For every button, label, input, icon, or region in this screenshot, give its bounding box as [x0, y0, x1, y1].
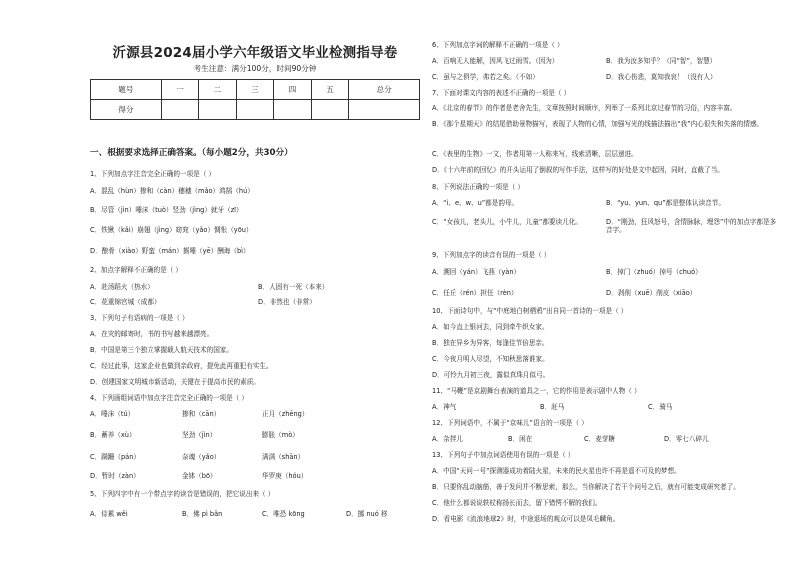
option-c: C．任丘（rén）担任（rèn）: [432, 289, 518, 297]
option-c: C．骑马: [648, 403, 673, 411]
option-c: C．《表里的生物》一文，作者用第一人称来写，线索清晰，层层递进。: [432, 150, 638, 158]
option-b: B．独在异乡为异客，每逢佳节倍思亲。: [432, 339, 549, 347]
question-12: 12、下列词语中，不属于“京味儿”语言的一项是（ ）: [432, 419, 588, 427]
score-cell: [236, 100, 274, 120]
option-a: A．如今直上银河去，同到牵牛织女家。: [432, 323, 549, 331]
score-cell: [161, 100, 199, 120]
score-cell: [199, 100, 237, 120]
option-b: B．中国是第三个独立掌握载人航天技术的国家。: [90, 346, 233, 354]
option-a: A．溯回（yán）飞燕（yàn）: [432, 268, 521, 276]
score-cell: [274, 100, 312, 120]
question-6: 6、下列加点字词的解释不正确的一项是（ ）: [432, 41, 564, 49]
option-c: C．花重锦官城（成都）: [90, 298, 161, 306]
option-d: D．我心伤悲，莫知我哀！（没有人）: [606, 73, 717, 81]
score-cell: 总分: [349, 80, 420, 100]
option-d: D．《十六年前的回忆》的开头运用了倒叙的写作手法，这样写的好处是文中起因，同时，直截了当。: [432, 166, 724, 174]
option-d: D．零七八碎儿: [664, 435, 709, 443]
option-d: D．创建国家文明城市新活动，关键在于提高市民的素质。: [90, 378, 260, 386]
score-cell: 二: [199, 80, 237, 100]
question-10: 10、下面诗句中，与“中庭地白树栖鸦”出自同一首诗的一项是（ ）: [432, 307, 628, 315]
option-a: A．混乱（hùn）掺和（càn）穗穗（mǎo）鸿鹄（hú）: [90, 187, 254, 195]
option-d: D．暂时（zàn）: [90, 472, 140, 480]
option-d: D．“刚劲，狂风怒号，含情脉脉，埋怨”中的加点字都是多音字。: [606, 218, 777, 234]
option-c: C．唯恐 kōng: [262, 510, 305, 518]
option-c: C．虽与之俱学，弗若之矣。（不如）: [432, 73, 539, 81]
option-a: A．侍累 wěi: [90, 510, 128, 518]
option-a: A．赴汤蹈火（热水）: [90, 283, 154, 291]
question-2: 2、加点字解释不正确的是（ ）: [90, 266, 183, 274]
score-table: [90, 79, 420, 120]
option-c-word: 满满（shān）: [262, 453, 305, 461]
score-cell: [349, 100, 420, 120]
question-11: 11、“马鞭”是京剧舞台表演的道具之一，它的作用是表示剧中人物（ ）: [432, 387, 641, 395]
option-b: B．掉门（zhuó）掉号（chuó）: [606, 268, 702, 276]
option-b: B．赶马: [540, 403, 565, 411]
score-cell: 五: [311, 80, 349, 100]
option-c-word: 奈魂（yǎo）: [182, 453, 221, 461]
option-a: A．“i、e、w、u”都是韵母。: [432, 199, 519, 207]
option-a: A．唾沫（tú）: [90, 410, 135, 418]
score-table-header-row: [91, 80, 420, 100]
option-c: C．铁锹（kǎi）崩翅（jìng）窈窕（yǎo）惆怅（yōu）: [90, 226, 253, 234]
option-a: A．杂拌儿: [432, 435, 463, 443]
option-c: C．“女孩儿，老头儿，小牛儿，儿童”都要读儿化。: [432, 218, 582, 226]
exam-notice: 考生注意：满分100分，时间90分钟: [193, 64, 317, 73]
score-cell: 题号: [91, 80, 162, 100]
option-d: D．酿骨（xiào）野蛮（mán）掳唾（yē）酬诲（bì）: [90, 247, 250, 255]
option-c: C．经过此事，这家企业也做到亲政府，提免此再重犯有实生。: [90, 362, 273, 370]
score-cell: 三: [236, 80, 274, 100]
score-cell: 得分: [91, 100, 162, 120]
option-a: A．中国“天问一号”探测器成功着陆火星，未来的民火星也许不再是遥不可及的梦想。: [432, 467, 681, 475]
option-d-word: 华罗庚（hóu）: [262, 472, 308, 480]
exam-title: 沂源县2024届小学六年级语文毕业检测指导卷: [112, 45, 398, 61]
option-b: B．人固有一死（本来）: [258, 283, 329, 291]
option-a: A．在灾的邮寄时，书的书写越来越漂亮。: [90, 330, 214, 338]
question-3: 3、下列句子有语病的一项是（ ）: [90, 314, 189, 322]
option-c: C．蹒跚（pán）: [90, 453, 140, 461]
option-b: B．佛 pì bǎn: [182, 510, 223, 518]
question-13: 13、下列句子中加点词语使用有误的一项是（ ）: [432, 451, 575, 459]
score-table-score-row: [91, 100, 420, 120]
option-b: B．“yu、yun、qu”都是整体认读音节。: [606, 199, 725, 207]
option-b: B．蓄养（xù）: [90, 431, 136, 439]
option-b: B．尽管（jìn）唾沫（tuò）竖劲（jìng）就牙（zī）: [90, 206, 243, 214]
option-b: B．我为汝多知乎？（同“智”，智慧）: [606, 57, 717, 65]
option-b: B．《那个星期天》的结尾借助景物描写，表现了人物的心情，加强写光的线描法描出“我”内心很失和失落的情感。: [432, 120, 764, 128]
score-cell: [311, 100, 349, 120]
option-c: C．今夜月明人尽望，不知秋思落谁家。: [432, 355, 549, 363]
score-cell: 四: [274, 80, 312, 100]
score-cell: 一: [161, 80, 199, 100]
option-d-word: 金钵（bō）: [182, 472, 217, 480]
option-a: A．百响无人能解，因风飞过雨雪。（因为）: [432, 57, 559, 65]
option-d: D．看电影《流浪地球2》时，中途退场的观众可以是凤毛麟角。: [432, 515, 620, 523]
option-d: D．挪 nuó 移: [346, 510, 388, 518]
question-5: 5、下列四字中有一个带点字的读音是错误的，把它说出来（ ）: [90, 490, 275, 498]
option-b: B．闲在: [508, 435, 533, 443]
option-a: A．《北京的春节》的作者是老舍先生，文章按照时间顺序，列举了一系列北京过春节的习俗，内容丰富。: [432, 104, 737, 112]
option-c: C．麦芽糖: [584, 435, 615, 443]
option-d: D．非然也（非常）: [258, 298, 316, 306]
question-1: 1、下列加点字注音完全正确的一项是（ ）: [90, 170, 215, 178]
option-b: B．只要你乱动脑筋，善于发问并不断思索，那么，当你解决了若干个问号之后，就有可能变成研究者了。: [432, 483, 740, 491]
option-c: C．他什么都说说轶杖称扬长而去，留下错愕不解的我们。: [432, 499, 602, 507]
option-d: D．可怜九月初三夜，露似真珠月似弓。: [432, 371, 550, 379]
option-d: D．剥削（xuē）削皮（xiāo）: [606, 289, 697, 297]
question-4: 4、下列画组词语中加点字注音完全正确的一项是（ ）: [90, 394, 248, 402]
option-a-word: 掺和（cān）: [182, 410, 221, 418]
question-8: 8、下列说法正确的一项是（ ）: [432, 183, 525, 191]
option-b-word: 膨胀（mò）: [262, 431, 299, 439]
question-7: 7、下面对课文内容的表述不正确的一项是（ ）: [432, 89, 571, 97]
option-b-word: 坚劲（jìn）: [182, 431, 217, 439]
question-9: 9、下列加点字的读音有误的一项是（ ）: [432, 251, 551, 259]
option-a: A．神气: [432, 403, 457, 411]
option-a-word: 正月（zhēng）: [262, 410, 309, 418]
section-heading: 一、根据要求选择正确答案。（每小题2分，共30分）: [90, 148, 293, 158]
